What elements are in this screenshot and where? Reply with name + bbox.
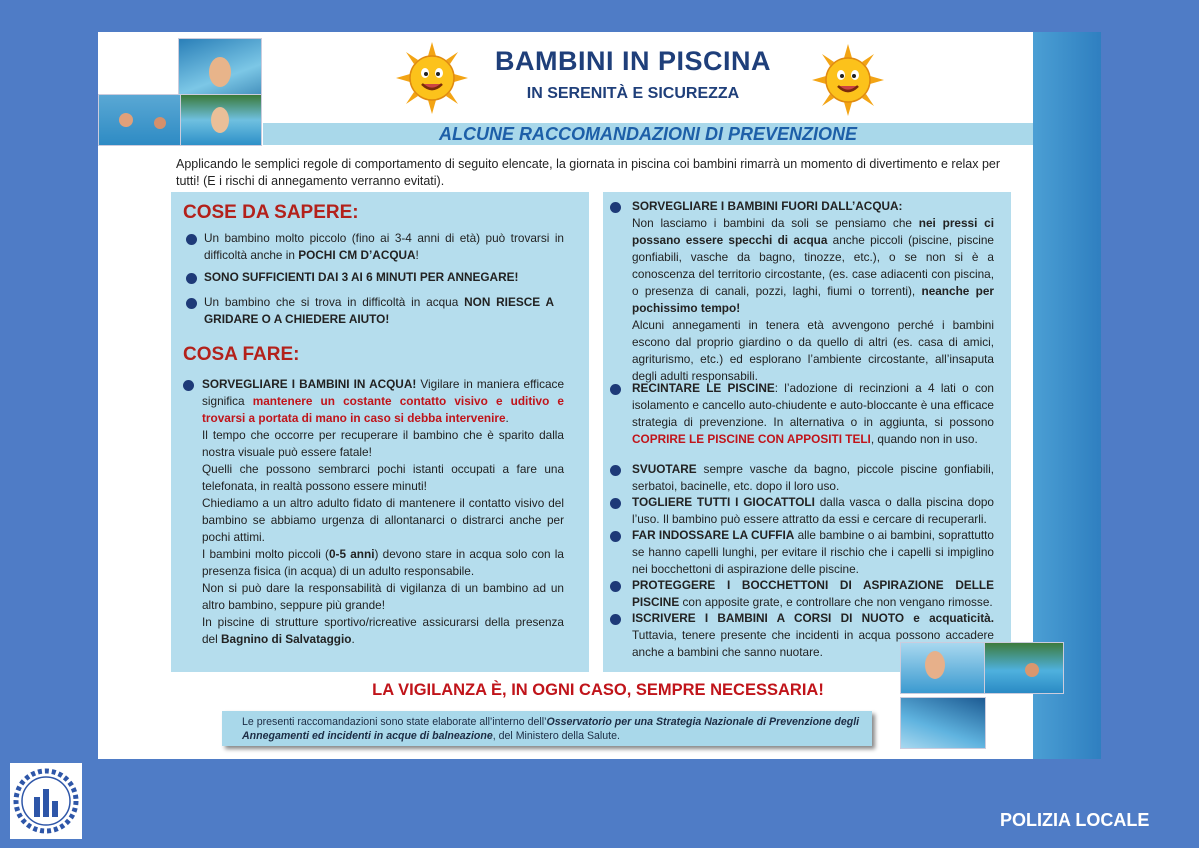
- polizia-locale-label: POLIZIA LOCALE: [1000, 810, 1150, 830]
- right-block-4: TOGLIERE TUTTI I GIOCATTOLI dalla vasca o dalla piscina dopo l’uso. Il bambino può essere attratto da essi e cercare di recuperarli.: [632, 495, 994, 526]
- polizia-emblem-icon: [10, 763, 82, 839]
- pool-photo-top-left: [178, 38, 262, 102]
- bullet-icon: [610, 614, 621, 625]
- right-block-2: RECINTARE LE PISCINE: l’adozione di recinzioni a 4 lati o con isolamento e cancello auto-chiudente e auto-bloccante è una efficace strategia di prevenzione. In alternativa o in aggiunta, si possono COPRIRE LE PISCINE CON APPOSITI TELI, quando non in uso.: [632, 381, 994, 446]
- bullet-icon: [610, 498, 621, 509]
- bullet-icon: [183, 380, 194, 391]
- pool-photo-bottom-right-3: [900, 697, 986, 749]
- bullet-icon: [186, 234, 197, 245]
- fare-block: SORVEGLIARE I BAMBINI IN ACQUA! Vigilare in maniera efficace significa mantenere un costante contatto visivo e uditivo e trovarsi a portata di mano in caso si debba intervenire. Il tempo che occorre per recuperare il bambino che è sparito dalla nostra visuale può essere fatale! Quelli che possono sembrarci pochi istanti occupati a fare una telefonata, in realtà possono essere minuti! Chiediamo a un altro adulto fidato di mantenere il contatto visivo del bambino se abbiamo urgenza di allontanarci o distrarci anche per pochi attimi. I bambini molto piccoli (0-5 anni) devono stare in acqua solo con la presenza fisica (in acqua) di un adulto responsabile. Non si può dare la responsabilità di vigilanza di un bambino ad un altro bambino, seppure più grande! In piscine di strutture sportivo/ricreative assicurarsi della presenza del Bagnino di Salvataggio.: [202, 377, 564, 646]
- pool-photo-left: [98, 94, 190, 146]
- right-panel: [603, 192, 1011, 672]
- bullet-icon: [610, 384, 621, 395]
- left-panel: [171, 192, 589, 672]
- cose-da-sapere-heading: COSE DA SAPERE:: [183, 202, 359, 223]
- sapere-item-3: Un bambino che si trova in difficoltà in acqua NON RIESCE A GRIDARE O A CHIEDERE AIUTO!: [204, 295, 554, 326]
- right-block-5: FAR INDOSSARE LA CUFFIA alle bambine o ai bambini, soprattutto se hanno capelli lunghi, per evitare il rischio che i capelli si impiglino nei bocchettoni di aspirazione delle piscine.: [632, 528, 994, 576]
- polizia-logo: [10, 763, 82, 839]
- bullet-icon: [610, 581, 621, 592]
- cosa-fare-heading: COSA FARE:: [183, 344, 300, 365]
- bullet-icon: [186, 273, 197, 284]
- intro-text: Applicando le semplici regole di comportamento di seguito elencate, la giornata in piscina coi bambini rimarrà un momento di divertimento e relax per tutti! (E i rischi di annegamento verranno evitati).: [176, 157, 1001, 188]
- sapere-item-1: Un bambino molto piccolo (fino ai 3-4 anni di età) può trovarsi in difficoltà anche in POCHI CM D’ACQUA!: [204, 231, 564, 262]
- bullet-icon: [186, 298, 197, 309]
- sapere-item-2: SONO SUFFICIENTI DAI 3 AI 6 MINUTI PER ANNEGARE!: [204, 270, 519, 284]
- pool-photo-bottom-right-2: [984, 642, 1064, 694]
- right-block-1: SORVEGLIARE I BAMBINI FUORI DALL’ACQUA: Non lasciamo i bambini da soli se pensiamo che nei pressi ci possano essere specchi di acqua anche piccoli (piscine, piscine gonfiabili, vasche da bagno, tinozze, etc.), o se non si è a conoscenza del territorio circostante, (es. case adiacenti con piscina, o presenza di canali, pozzi, laghi, fiumi o torrenti), neanche per pochissimo tempo! Alcuni annegamenti in tenera età avvengono perché i bambini escono dal proprio giardino o da quello di altri (es. casa di amici, agriturismo, etc.) ed esplorano l’ambiente circostante, all’insaputa degli adulti responsabili.: [632, 199, 995, 383]
- right-block-7: ISCRIVERE I BAMBINI A CORSI DI NUOTO e acquaticità. Tuttavia, tenere presente che incidenti in acqua possono accadere anche a bambini che sanno nuotare.: [632, 611, 994, 659]
- banner-text: ALCUNE RACCOMANDAZIONI DI PREVENZIONE: [438, 124, 857, 144]
- footer-note: Le presenti raccomandazioni sono state elaborate all’interno dell’Osservatorio per una Strategia Nazionale di Prevenzione degli Annegamenti ed incidenti in acque di balneazione, del Ministero della Salute.: [222, 711, 872, 746]
- poster: [98, 32, 1101, 759]
- right-block-3: SVUOTARE sempre vasche da bagno, piccole piscine gonfiabili, serbatoi, bacinelle, etc. dopo il loro uso.: [632, 462, 994, 493]
- pool-photo-center-left: [180, 94, 262, 146]
- bullet-icon: [610, 531, 621, 542]
- right-block-6: PROTEGGERE I BOCCHETTONI DI ASPIRAZIONE DELLE PISCINE con apposite grate, e controllare che non vengano rimosse.: [632, 578, 994, 609]
- bullet-icon: [610, 202, 621, 213]
- vigilanza-warning: LA VIGILANZA È, IN OGNI CASO, SEMPRE NECESSARIA!: [372, 681, 824, 699]
- page-title: BAMBINI IN PISCINA: [494, 46, 771, 76]
- bullet-icon: [610, 465, 621, 476]
- recommendations-banner: [263, 123, 1033, 145]
- page-subtitle: IN SERENITÀ E SICUREZZA: [526, 85, 740, 102]
